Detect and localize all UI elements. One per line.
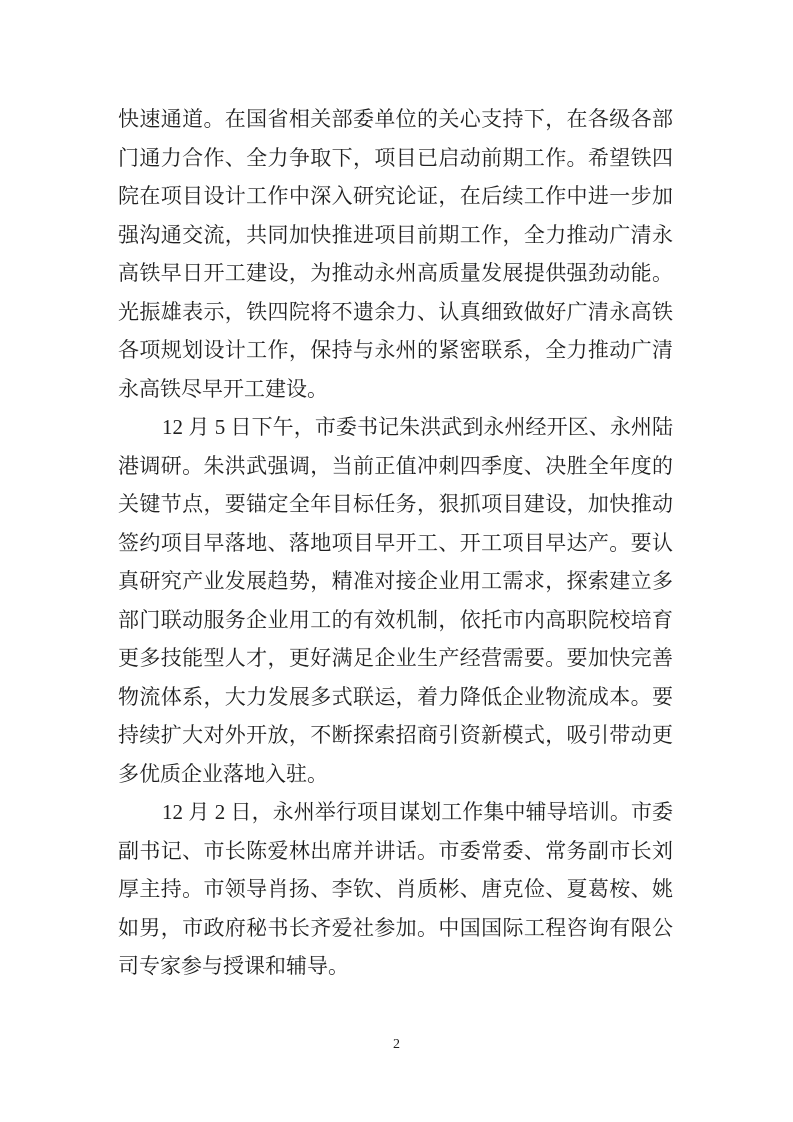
text-line: 部门联动服务企业用工的有效机制，依托市内高职院校培育 — [118, 607, 673, 632]
text-line: 司专家参与授课和辅导。 — [118, 954, 349, 978]
text-line: 持续扩大对外开放，不断探索招商引资新模式，吸引带动更 — [118, 723, 673, 747]
text-line: 光振雄表示，铁四院将不遗余力、认真细致做好广清永高铁 — [118, 299, 673, 324]
text-line: 高铁早日开工建设，为推动永州高质量发展提供强劲动能。 — [118, 261, 673, 285]
text-line: 如男，市政府秘书长齐爱社参加。中国国际工程咨询有限公 — [118, 915, 673, 940]
text-line: 厚主持。市领导肖扬、李钦、肖质彬、唐克俭、夏葛桉、姚 — [118, 877, 673, 901]
text-body — [118, 100, 673, 986]
text-line: 真研究产业发展趋势，精准对接企业用工需求，探索建立多 — [118, 569, 673, 593]
text-line: 副书记、市长陈爱林出席并讲话。市委常委、常务副市长刘 — [118, 838, 673, 863]
text-line: 永高铁尽早开工建设。 — [118, 376, 328, 401]
text-line: 关键节点，要锚定全年目标任务，狠抓项目建设，加快推动 — [118, 492, 673, 516]
text-line: 签约项目早落地、落地项目早开工、开工项目早达产。要认 — [118, 530, 673, 555]
text-line: 各项规划设计工作，保持与永州的紧密联系，全力推动广清 — [118, 338, 673, 362]
page-number: 2 — [393, 1037, 400, 1052]
text-line: 物流体系，大力发展多式联运，着力降低企业物流成本。要 — [118, 684, 673, 709]
text-line: 院在项目设计工作中深入研究论证，在后续工作中进一步加 — [118, 184, 673, 208]
text-line: 12 月 2 日，永州举行项目谋划工作集中辅导培训。市委 — [162, 800, 673, 824]
text-line: 多优质企业落地入驻。 — [118, 761, 328, 786]
text-line: 12 月 5 日下午，市委书记朱洪武到永州经开区、永州陆 — [162, 415, 673, 439]
text-line: 快速通道。在国省相关部委单位的关心支持下，在各级各部 — [118, 107, 673, 131]
text-line: 门通力合作、全力争取下，项目已启动前期工作。希望铁四 — [118, 145, 673, 170]
text-line: 更多技能型人才，更好满足企业生产经营需要。要加快完善 — [118, 646, 673, 670]
text-line: 强沟通交流，共同加快推进项目前期工作，全力推动广清永 — [118, 222, 673, 247]
text-line: 港调研。朱洪武强调，当前正值冲刺四季度、决胜全年度的 — [118, 453, 673, 478]
